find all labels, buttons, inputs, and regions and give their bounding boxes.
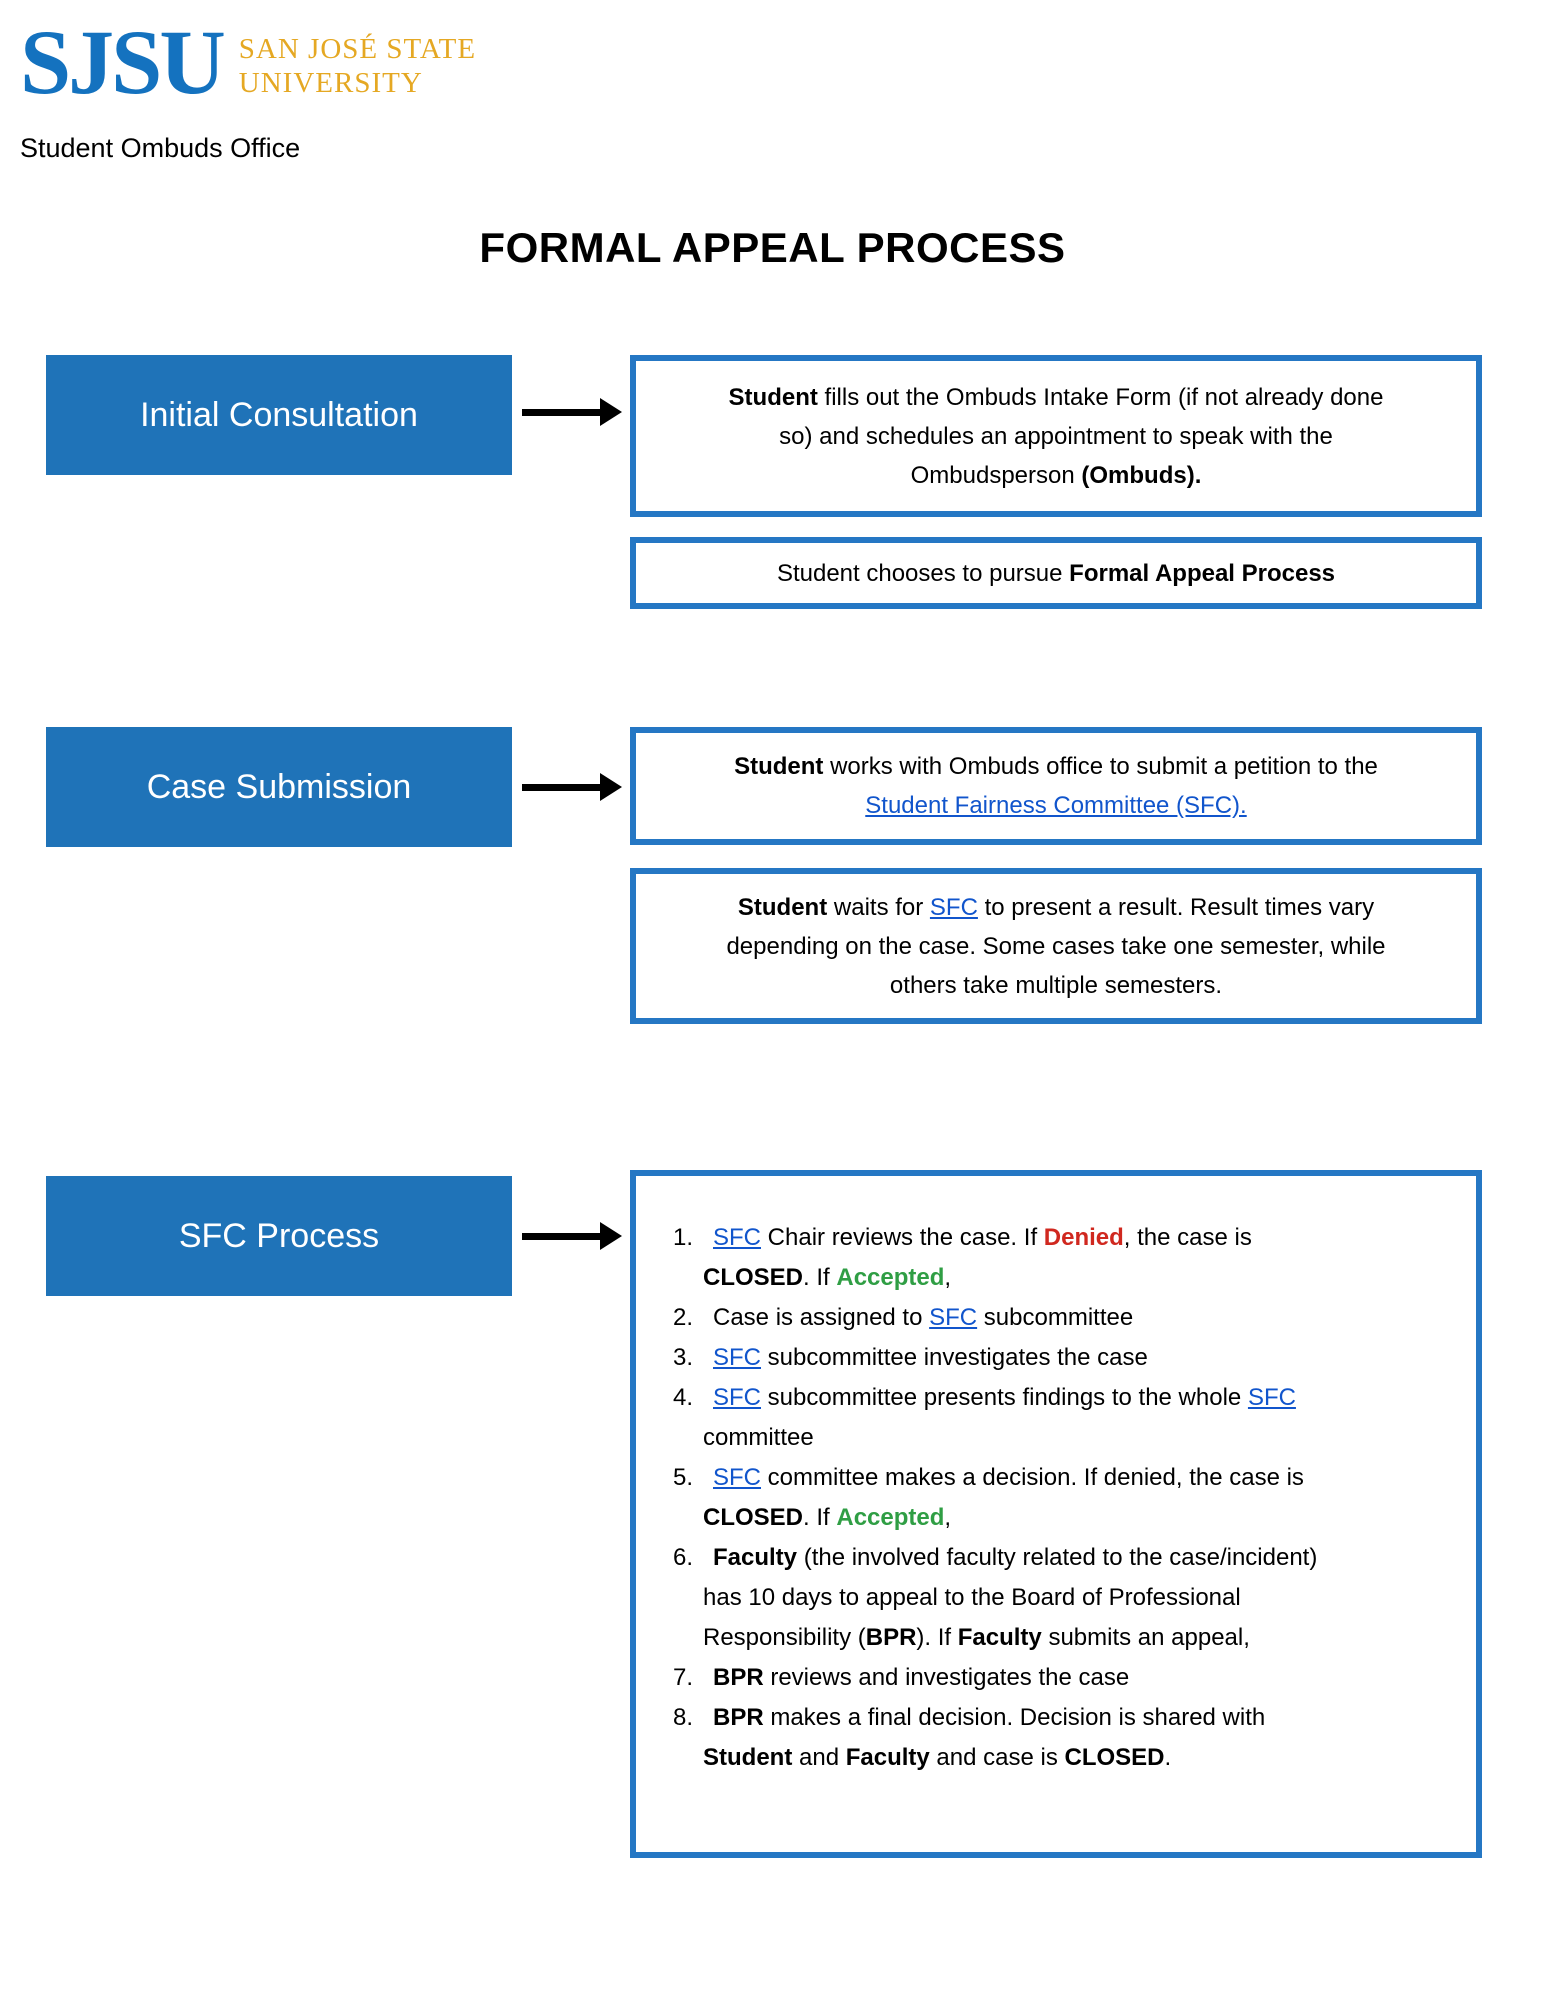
text-segment: Student [737, 893, 828, 921]
text-segment: Responsibility ( [703, 1624, 866, 1651]
text-segment: . If [803, 1504, 837, 1531]
flow-arrow-icon [522, 1222, 622, 1250]
text-segment: Formal Appeal Process [1069, 559, 1336, 587]
sfc-process-step [673, 1698, 1452, 1778]
text-segment: Student [734, 753, 824, 780]
arrow-shaft [522, 1233, 602, 1240]
info-box-text [777, 554, 1335, 593]
arrow-head [600, 398, 622, 426]
text-segment: (Ombuds). [1081, 461, 1202, 489]
text-segment: Case is assigned to [713, 1304, 930, 1331]
text-segment: , the case is [1123, 1224, 1252, 1251]
sfc-process-steps-list [636, 1176, 1476, 1778]
text-segment: subcommittee presents findings to the whole [761, 1384, 1248, 1411]
sfc-link[interactable]: SFC [929, 893, 978, 921]
text-segment: , [944, 1264, 952, 1291]
sfc-process-step [673, 1338, 1452, 1378]
text-segment: reviews and investigates the case [763, 1664, 1130, 1691]
text-segment: works with Ombuds office to submit a petition to the [823, 753, 1378, 780]
text-segment: fills out the Ombuds Intake Form (if not already done [817, 383, 1384, 411]
text-segment: ). If [916, 1624, 958, 1651]
text-segment: Student [728, 383, 818, 411]
department-name: Student Ombuds Office [20, 133, 301, 163]
step-number: 4. [673, 1384, 694, 1411]
sfc-process-step [673, 1218, 1452, 1298]
text-segment: to present a result. Result times vary [977, 893, 1375, 921]
arrow-shaft [522, 784, 602, 791]
info-box-text [726, 888, 1385, 1005]
sfc-process-step [673, 1458, 1452, 1538]
logo-wordmark-line1: SAN JOSÉ STATE [238, 33, 477, 65]
text-segment: , [944, 1504, 952, 1531]
text-segment: submits an appeal, [1041, 1624, 1250, 1651]
sjsu-logo [20, 11, 477, 113]
sfc-link[interactable]: SFC [929, 1304, 978, 1331]
step-number: 3. [673, 1344, 694, 1371]
text-segment: waits for [827, 893, 930, 921]
text-segment: CLOSED [1064, 1744, 1165, 1771]
flow-label-initial-consultation: Initial Consultation [46, 355, 512, 475]
sfc-process-steps-box [630, 1170, 1482, 1858]
flow-arrow-icon [522, 773, 622, 801]
student-fairness-committee-link[interactable]: Student Fairness Committee (SFC). [865, 792, 1247, 819]
step-number: 7. [673, 1664, 694, 1691]
info-box-petition [630, 727, 1482, 845]
page-title: FORMAL APPEAL PROCESS [479, 224, 1066, 271]
info-box-text [734, 747, 1378, 825]
text-segment: Student [703, 1744, 793, 1771]
text-segment: . [1164, 1744, 1172, 1771]
text-segment: has 10 days to appeal to the Board of Professional [703, 1584, 1241, 1611]
info-box-intake-form [630, 355, 1482, 517]
text-segment: committee makes a decision. If denied, the case is [761, 1464, 1304, 1491]
text-segment: so) and schedules an appointment to speak with the [779, 422, 1333, 450]
text-segment: and case is [929, 1744, 1065, 1771]
info-box-formal-appeal-choice [630, 537, 1482, 609]
text-segment: Ombudsperson [910, 461, 1082, 489]
text-segment: and [792, 1744, 846, 1771]
text-segment: Accepted [836, 1264, 945, 1291]
sfc-link[interactable]: SFC [1247, 1384, 1296, 1411]
text-segment: subcommittee investigates the case [761, 1344, 1148, 1371]
text-segment: BPR [713, 1664, 764, 1691]
sjsu-logo-wordmark [239, 32, 476, 100]
text-segment: Faculty [845, 1744, 930, 1771]
sfc-link[interactable]: SFC [713, 1464, 761, 1491]
step-number: 1. [673, 1224, 694, 1251]
text-segment: depending on the case. Some cases take one semester, while [726, 932, 1386, 960]
step-number: 2. [673, 1304, 694, 1331]
sfc-process-step [673, 1538, 1452, 1658]
text-segment: . If [803, 1264, 837, 1291]
sfc-process-step [673, 1378, 1452, 1458]
arrow-head [600, 773, 622, 801]
sjsu-logo-acronym: SJSU [20, 11, 223, 113]
text-segment: subcommittee [977, 1304, 1134, 1331]
flow-label-case-submission: Case Submission [46, 727, 512, 847]
text-segment: Faculty [957, 1624, 1042, 1651]
arrow-head [600, 1222, 622, 1250]
text-segment: CLOSED [703, 1264, 804, 1291]
text-segment: (the involved faculty related to the case/incident) [797, 1544, 1318, 1571]
text-segment: committee [703, 1424, 814, 1451]
text-segment: Denied [1043, 1224, 1124, 1251]
text-segment: BPR [865, 1624, 917, 1651]
text-segment: Chair reviews the case. If [761, 1224, 1044, 1251]
logo-wordmark-line2: UNIVERSITY [238, 67, 423, 99]
text-segment: Accepted [836, 1504, 945, 1531]
sfc-link[interactable]: SFC [713, 1344, 761, 1371]
sfc-link[interactable]: SFC [713, 1224, 761, 1251]
flow-arrow-icon [522, 398, 622, 426]
step-number: 5. [673, 1464, 694, 1491]
step-number: 8. [673, 1704, 694, 1731]
arrow-shaft [522, 409, 602, 416]
sfc-process-step [673, 1298, 1452, 1338]
flow-label-sfc-process: SFC Process [46, 1176, 512, 1296]
sfc-link[interactable]: SFC [713, 1384, 761, 1411]
text-segment: others take multiple semesters. [889, 971, 1223, 999]
step-number: 6. [673, 1544, 694, 1571]
text-segment: Faculty [713, 1544, 798, 1571]
text-segment: Student chooses to pursue [776, 559, 1070, 587]
info-box-wait-for-result [630, 868, 1482, 1024]
text-segment: CLOSED [703, 1504, 804, 1531]
text-segment: BPR [713, 1704, 764, 1731]
text-segment: makes a final decision. Decision is shared with [763, 1704, 1266, 1731]
info-box-text [729, 378, 1384, 495]
sfc-process-step [673, 1658, 1452, 1698]
